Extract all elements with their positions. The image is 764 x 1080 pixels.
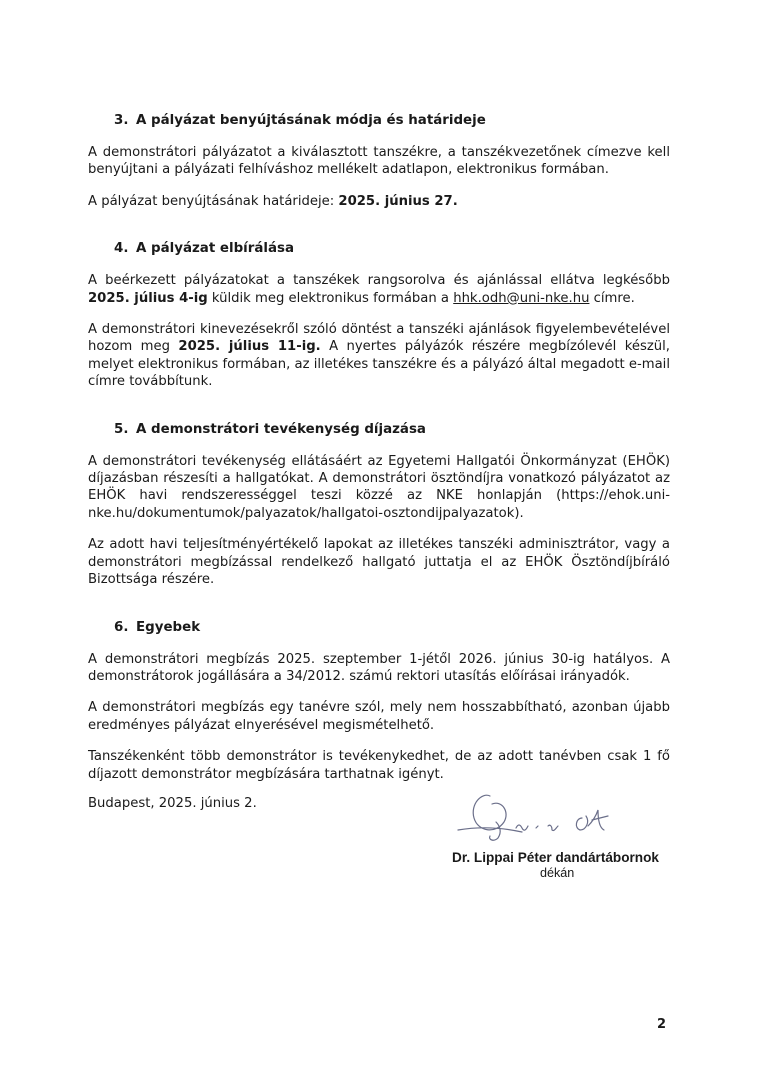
section-heading-3: [114, 112, 670, 130]
email-link[interactable]: hhk.odh@uni-nke.hu: [453, 290, 590, 306]
deadline-date: 2025. június 27.: [338, 193, 458, 209]
paragraph: [88, 193, 670, 210]
section-number: 6.: [114, 619, 129, 635]
paragraph: Tanszékenként több demonstrátor is tevékenykedhet, de az adott tanévben csak 1 fő díjazott demonstrátor megbízására tarthatnak igényt.: [88, 749, 670, 782]
section-title: A pályázat benyújtásának módja és határideje: [136, 113, 486, 128]
section-number: 3.: [114, 113, 129, 128]
text-run: címre.: [589, 290, 635, 306]
section-heading-4: [114, 240, 670, 258]
section-number: 4.: [114, 241, 129, 257]
section-heading-5: [114, 421, 670, 439]
paragraph: [88, 321, 670, 391]
paragraph: A demonstrátori tevékenység ellátásáért az Egyetemi Hallgatói Önkormányzat (EHÖK) díjazásban részesíti a hallgatókat. A demonstrátori ösztöndíjra vonatkozó pályázatot az EHÖK havi rendszerességgel teszi közzé az NKE honlapján (https://ehok.uni-nke.hu/dokumentumok/palyazatok/hallgatoi-osztondijpalyazatok).: [88, 453, 670, 521]
section-title: A pályázat elbírálása: [136, 241, 295, 257]
section-number: 5.: [114, 421, 129, 437]
text-run: A pályázat benyújtásának határideje:: [88, 193, 339, 209]
text-run: A beérkezett pályázatokat a tanszékek rangsorolva és ajánlással ellátva legkésőbb: [88, 273, 670, 289]
paragraph: A demonstrátori megbízás egy tanévre szól, mely nem hosszabbítható, azonban újabb eredményes pályázat elnyerésével megismételhető.: [88, 700, 670, 733]
text-run: küldik meg elektronikus formában a: [207, 290, 454, 306]
signer-title: dékán: [540, 866, 575, 880]
section-heading-6: [114, 619, 670, 637]
section-title: Egyebek: [136, 619, 201, 635]
page-number: 2: [657, 1017, 667, 1032]
section-title: A demonstrátori tevékenység díjazása: [136, 421, 426, 437]
paragraph: A demonstrátori pályázatot a kiválasztott tanszékre, a tanszékvezetőnek címezve kell benyújtani a pályázati felhíváshoz mellékelt adatlapon, elektronikus formában.: [88, 145, 670, 178]
text-run: A demonstrátori kinevezésekről szóló döntést a tanszéki ajánlások figyelembevételével hozom meg: [88, 322, 670, 355]
evaluation-date: 2025. július 4-ig: [88, 290, 208, 306]
place-and-date: Budapest, 2025. június 2.: [88, 796, 257, 811]
paragraph: [88, 272, 670, 307]
text-run: A nyertes pályázók részére megbízólevél készül, melyet elektronikus formában, az illetékes tanszékre és a pályázó által megadott e-mail címre továbbítunk.: [88, 339, 671, 390]
decision-date: 2025. július 11-ig.: [178, 339, 321, 355]
signer-name: Dr. Lippai Péter dandártábornok: [452, 850, 659, 865]
paragraph: Az adott havi teljesítményértékelő lapokat az illetékes tanszéki adminisztrátor, vagy a demonstrátori megbízással rendelkező hallgató juttatja el az EHÖK Ösztöndíjbíráló Bizottsága részére.: [88, 537, 670, 588]
paragraph: A demonstrátori megbízás 2025. szeptember 1-jétől 2026. június 30-ig hatályos. A demonstrátorok jogállására a 34/2012. számú rektori utasítás előírásai irányadók.: [88, 651, 670, 684]
handwritten-signature: [452, 782, 652, 852]
document-body: [88, 112, 670, 797]
